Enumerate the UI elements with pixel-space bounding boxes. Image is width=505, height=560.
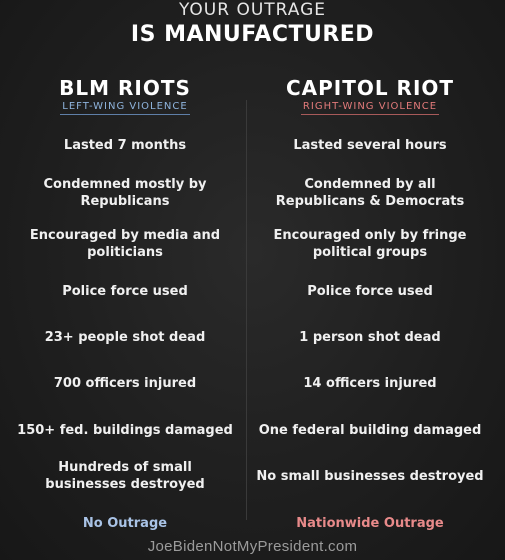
left-column-subtitle: [0, 101, 250, 112]
left-row-2-line-2: Republicans: [80, 194, 170, 209]
left-footer: No Outrage: [82, 516, 168, 531]
right-row-7: One federal building damaged: [258, 423, 482, 438]
right-row-6: 14 officers injured: [303, 376, 437, 391]
right-row-2: [245, 176, 495, 210]
right-row-8: No small businesses destroyed: [256, 469, 484, 484]
left-row-8: [0, 459, 250, 493]
watermark: JoeBidenNotMyPresident.com: [147, 538, 358, 555]
left-row-8-line-2: businesses destroyed: [45, 477, 205, 492]
header-line-1: YOUR OUTRAGE: [178, 0, 327, 20]
right-column-title: CAPITOL RIOT: [285, 76, 455, 100]
left-subtitle-text: LEFT-WING VIOLENCE: [60, 101, 189, 115]
column-divider: [246, 100, 247, 520]
left-row-8-line-1: Hundreds of small: [58, 460, 192, 475]
left-row-3-line-2: politicians: [87, 245, 163, 260]
left-row-1: Lasted 7 months: [63, 138, 187, 153]
left-row-3-line-1: Encouraged by media and: [29, 228, 221, 243]
left-row-2: [0, 176, 250, 210]
right-subtitle-text: RIGHT-WING VIOLENCE: [301, 101, 439, 115]
left-row-5: 23+ people shot dead: [44, 330, 206, 345]
header-line-2: IS MANUFACTURED: [130, 22, 375, 47]
left-row-7: 150+ fed. buildings damaged: [17, 423, 233, 438]
right-row-4: Police force used: [307, 284, 433, 299]
right-column-subtitle: [245, 101, 495, 112]
right-row-1: Lasted several hours: [293, 138, 447, 153]
left-column-title: BLM RIOTS: [59, 76, 191, 100]
right-footer: Nationwide Outrage: [296, 516, 444, 531]
left-row-2-line-1: Condemned mostly by: [43, 177, 207, 192]
left-row-3: [0, 227, 250, 261]
right-row-3-line-1: Encouraged only by fringe: [273, 228, 467, 243]
right-row-2-line-2: Republicans & Democrats: [275, 194, 465, 209]
right-row-5: 1 person shot dead: [299, 330, 441, 345]
left-row-6: 700 officers injured: [53, 376, 197, 391]
right-row-3: [245, 227, 495, 261]
right-row-2-line-1: Condemned by all: [304, 177, 436, 192]
right-row-3-line-2: political groups: [312, 245, 428, 260]
left-row-4: Police force used: [62, 284, 188, 299]
